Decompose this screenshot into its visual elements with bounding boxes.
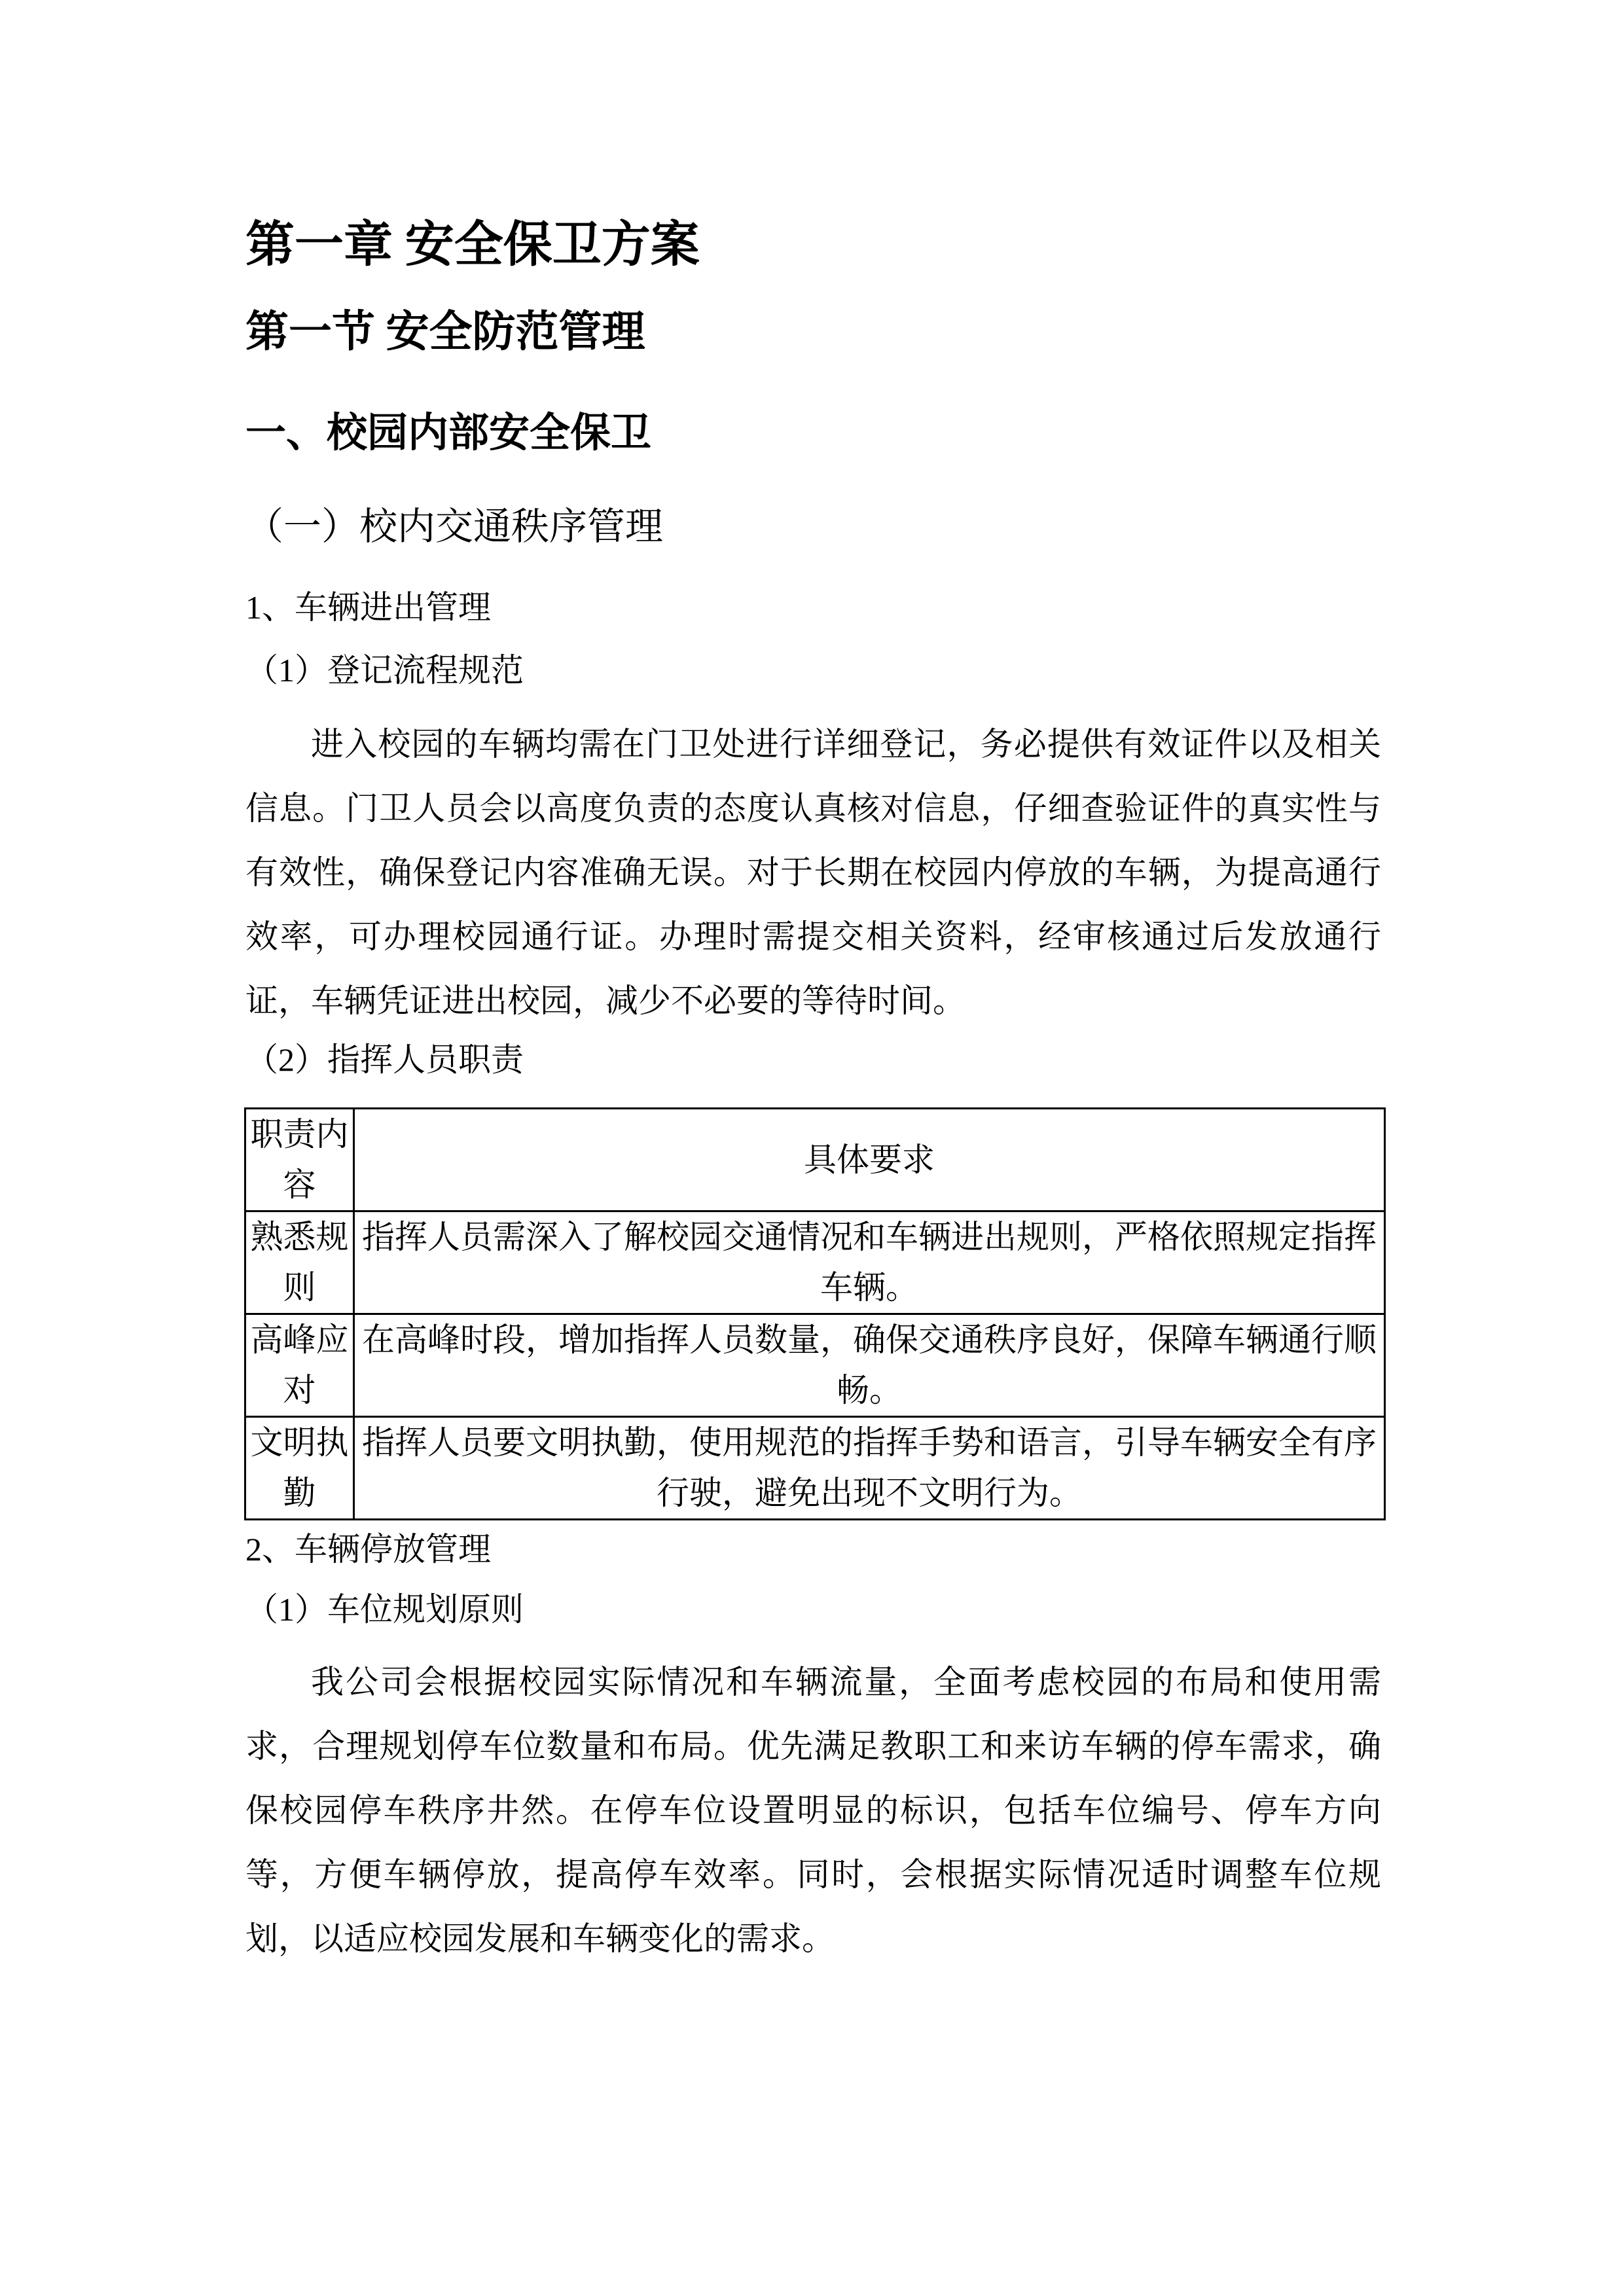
duty-table-row [245,1314,1385,1417]
section-heading: 第一节 安全防范管理 [245,308,645,356]
paragraph-registration: 进入校园的车辆均需在门卫处进行详细登记，务必提供有效证件以及相关信息。门卫人员会以高度负责的态度认真核对信息，仔细查验证件的真实性与有效性，确保登记内容准确无误。对于长期在校园内停放的车辆，为提高通行效率，可办理校园通行证。办理时需提交相关资料，经审核通过后发放通行证，车辆凭证进出校园，减少不必要的等待时间。 [245,726,1381,1019]
list-item-parking-planning: （1）车位规划原则 [245,1591,524,1628]
chapter-heading: 第一章 安全保卫方案 [245,218,700,272]
duty-cell: 文明执勤 [245,1417,354,1520]
requirement-header-cell: 具体要求 [354,1109,1385,1211]
duty-cell: 熟悉规则 [245,1211,354,1314]
duty-table-header-row [245,1109,1385,1211]
list-item-registration-process: （1）登记流程规范 [245,652,524,689]
subsection-heading: 一、校园内部安全保卫 [245,411,652,456]
list-item-commander-duties: （2）指挥人员职责 [245,1041,524,1078]
duty-header-cell: 职责内容 [245,1109,354,1211]
clause-heading: （一）校内交通秩序管理 [245,505,664,548]
duty-table-row [245,1417,1385,1520]
duty-cell: 高峰应对 [245,1314,354,1417]
requirement-cell: 指挥人员要文明执勤，使用规范的指挥手势和语言，引导车辆安全有序行驶，避免出现不文明行为。 [354,1417,1385,1520]
requirement-cell: 在高峰时段，增加指挥人员数量，确保交通秩序良好，保障车辆通行顺畅。 [354,1314,1385,1417]
duty-table-row [245,1211,1385,1314]
list-item-vehicle-access: 1、车辆进出管理 [245,589,491,626]
requirement-cell: 指挥人员需深入了解校园交通情况和车辆进出规则，严格依照规定指挥车辆。 [354,1211,1385,1314]
list-item-parking-management: 2、车辆停放管理 [245,1531,491,1568]
paragraph-parking-planning: 我公司会根据校园实际情况和车辆流量，全面考虑校园的布局和使用需求，合理规划停车位数量和布局。优先满足教职工和来访车辆的停车需求，确保校园停车秩序井然。在停车位设置明显的标识，包括车位编号、停车方向等，方便车辆停放，提高停车效率。同时，会根据实际情况适时调整车位规划，以适应校园发展和车辆变化的需求。 [245,1664,1381,1957]
duty-table [244,1107,1386,1520]
